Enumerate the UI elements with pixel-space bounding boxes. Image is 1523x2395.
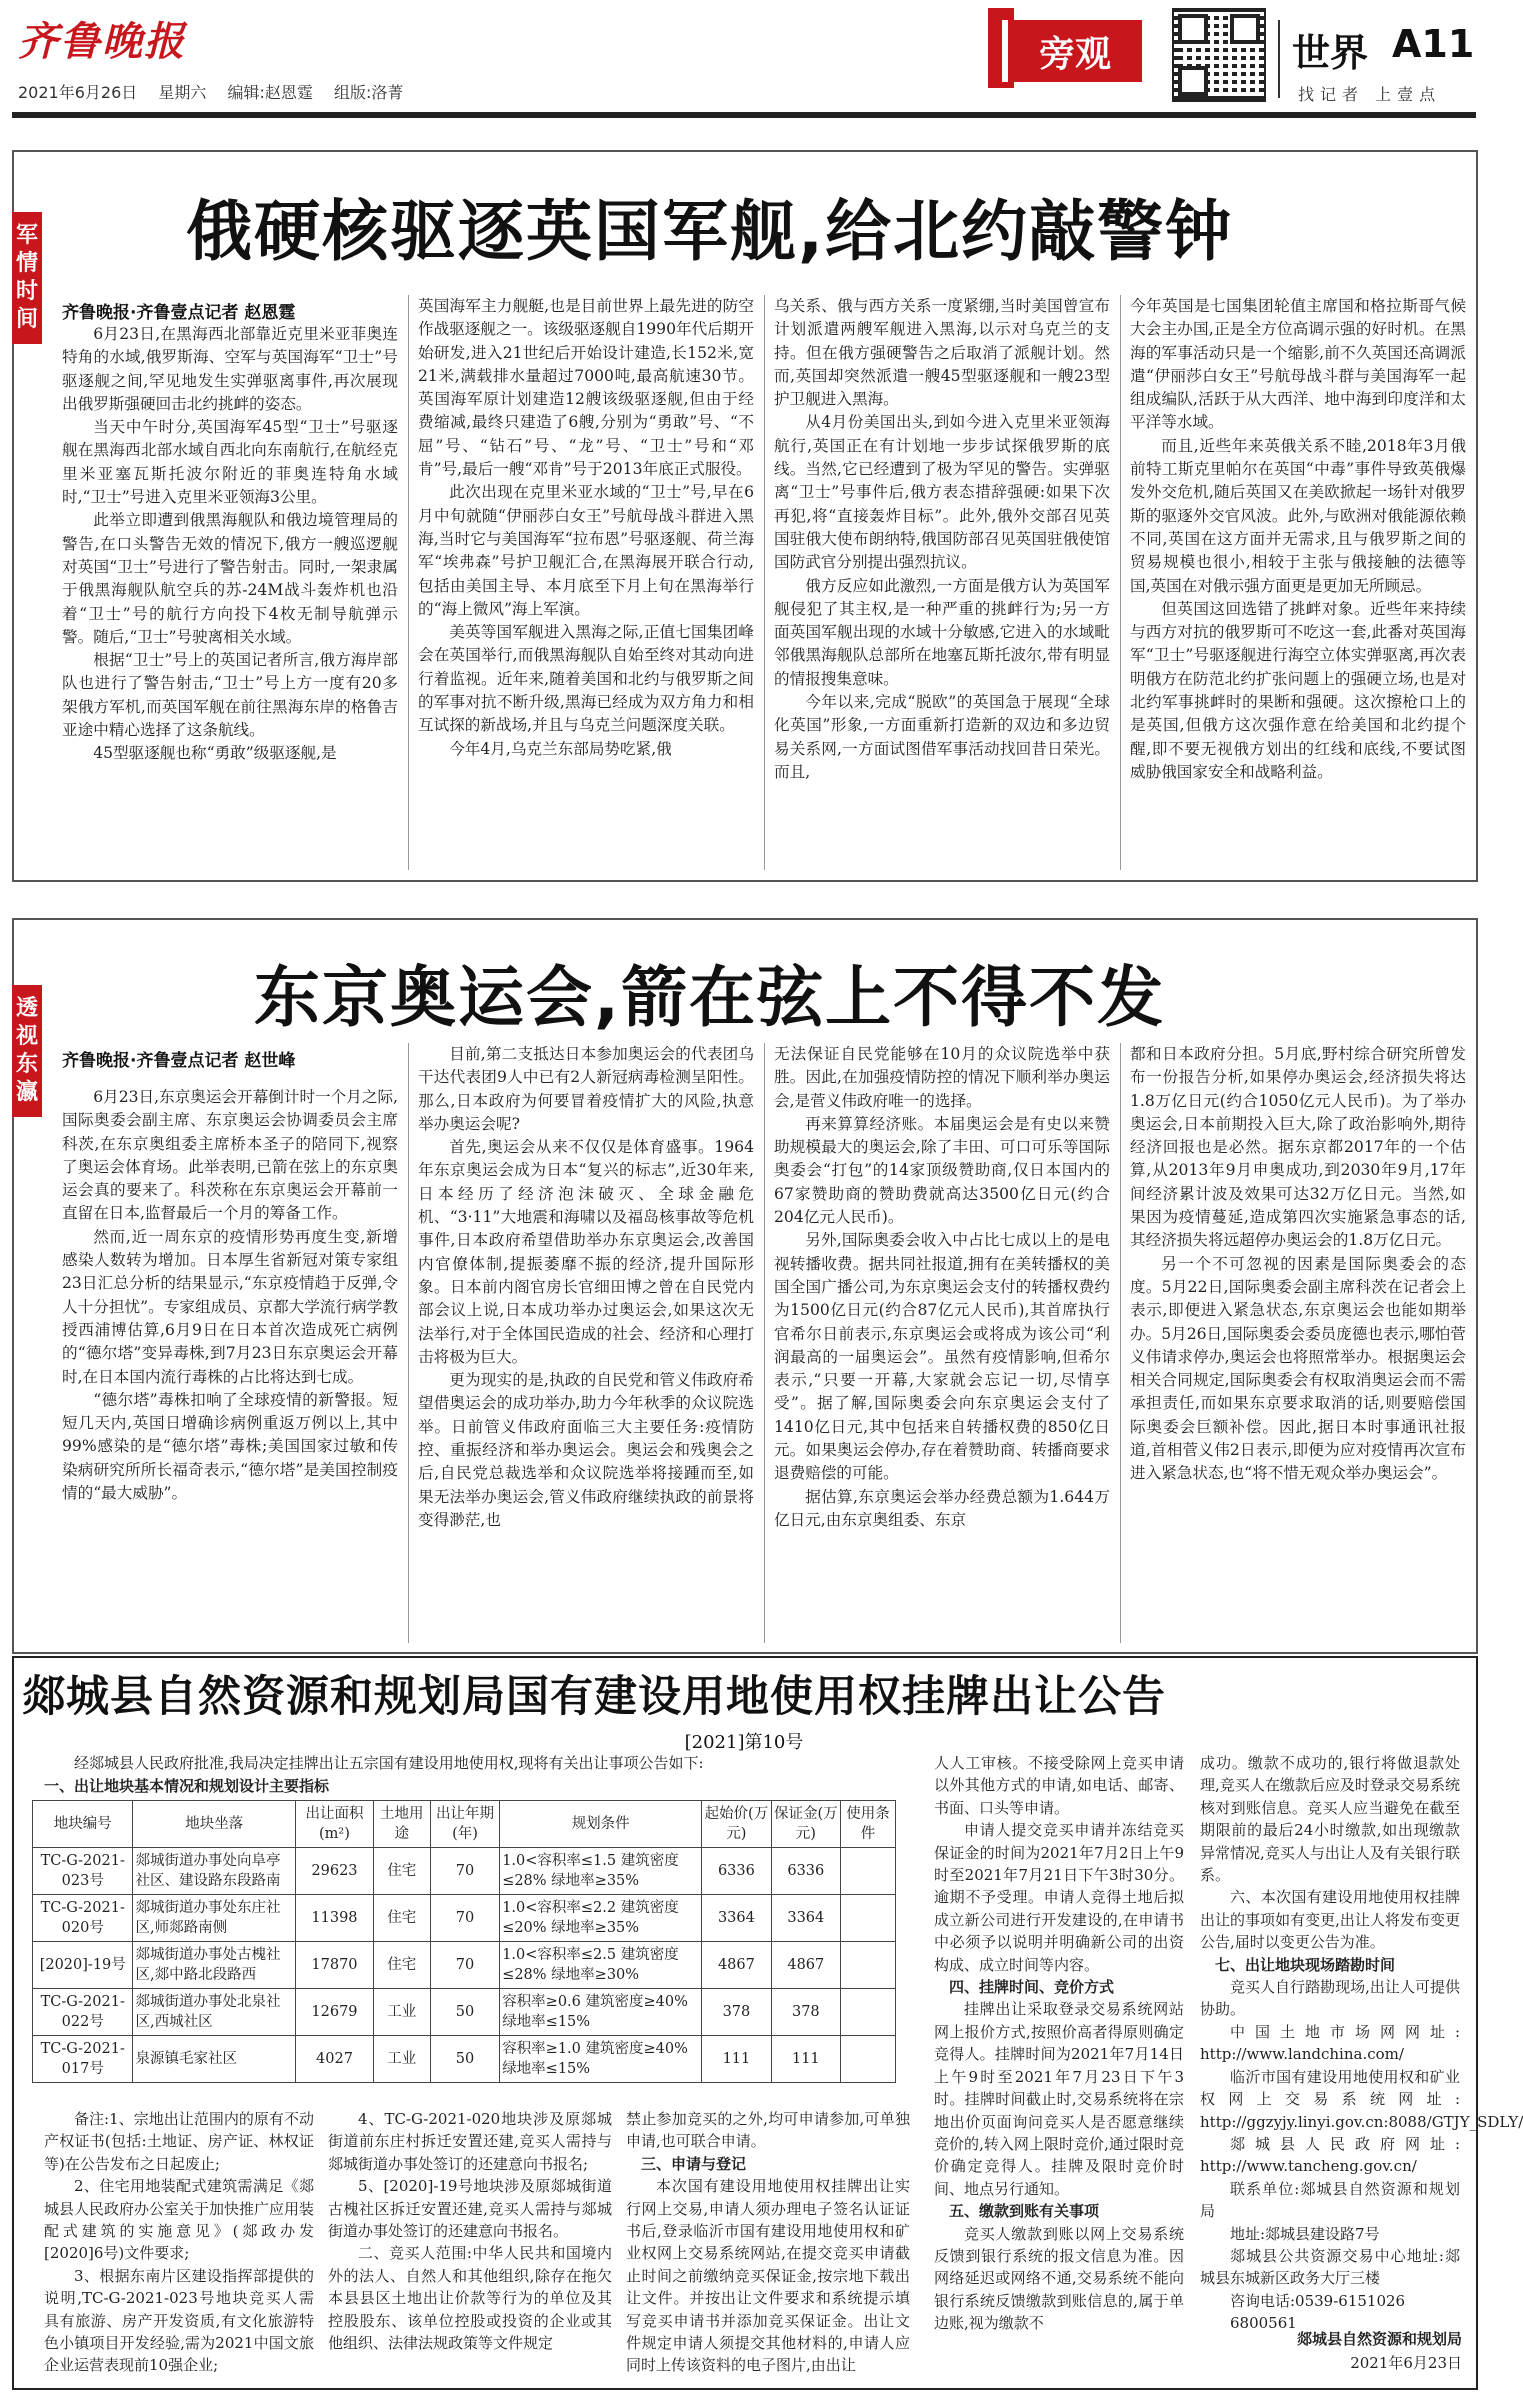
notice-column-5 xyxy=(1200,1752,1523,2333)
table-cell: 容积率≥1.0 建筑密度≥40% 绿地率≤15% xyxy=(500,2036,702,2083)
table-cell: 70 xyxy=(430,1895,499,1942)
table-cell: 郯城街道办事处向阜亭社区、建设路东段路南 xyxy=(133,1848,296,1895)
article-olympics-column-1 xyxy=(62,1086,398,1643)
table-cell xyxy=(841,1989,896,2036)
table-cell: 17870 xyxy=(296,1942,374,1989)
paragraph: 郯城县公共资源交易中心地址:郯城县东城新区政务大厅三楼 xyxy=(1200,2246,1460,2288)
notice-intro: 经郯城县人民政府批准,我局决定挂牌出让五宗国有建设用地使用权,现将有关出让事项公告如下: xyxy=(74,1754,704,1772)
paragraph: 六、本次国有建设用地使用权挂牌出让的事项如有变更,出让人将发布变更公告,届时以变更公告为准。 xyxy=(1200,1888,1460,1952)
table-cell: 郯城街道办事处东庄社区,师郯路南侧 xyxy=(133,1895,296,1942)
table-cell: 3364 xyxy=(771,1895,840,1942)
paragraph: 6月23日,在黑海西北部靠近克里米亚菲奥连特角的水域,俄罗斯海、空军与英国海军“卫士”号驱逐舰之间,罕见地发生实弹驱离事件,再次展现出俄罗斯强硬回击北约挑衅的姿态。 xyxy=(62,325,398,413)
table-cell: TC-G-2021-023号 xyxy=(33,1848,133,1895)
paragraph: 二、竞买人范围:中华人民共和国境内外的法人、自然人和其他组织,除存在拖欠本县县区土地出让价款等行为的单位及其控股股东、该单位控股或投资的企业或其他组织、法律法规政策等文件规定 xyxy=(328,2244,612,2353)
editor-credit: 编辑:赵恩霆 xyxy=(227,83,313,102)
paragraph: 今年4月,乌克兰东部局势吃紧,俄 xyxy=(449,739,672,758)
paragraph: 今年以来,完成“脱欧”的英国急于展现“全球化英国”形象,一方面重新打造新的双边和多边贸易关系网,一方面试图借军事活动找回昔日荣光。而且, xyxy=(774,693,1110,781)
table-header-cell: 保证金(万元) xyxy=(771,1801,840,1848)
article-military-headline: 俄硬核驱逐英国军舰,给北约敲警钟 xyxy=(186,193,1234,270)
table-cell: 郯城街道办事处北泉社区,西城社区 xyxy=(133,1989,296,2036)
paragraph: 6月23日,东京奥运会开幕倒计时一个月之际,国际奥委会副主席、东京奥运会协调委员会主席科茨,在东京奥组委主席桥本圣子的陪同下,视察了奥运会体育场。此举表明,已箭在弦上的东京奥运会真的要来了。科茨称在东京奥运会开幕前一直留在日本,监督最后一个月的筹备工作。 xyxy=(62,1088,398,1223)
paragraph: 6800561 xyxy=(1230,2314,1297,2333)
table-cell: TC-G-2021-017号 xyxy=(33,2036,133,2083)
notice-number: [2021]第10号 xyxy=(684,1732,804,1753)
paragraph: 2、住宅用地装配式建筑需满足《郯城县人民政府办公室关于加快推广应用装配式建筑的实施意见》(郯政办发[2020]6号)文件要求; xyxy=(44,2177,315,2263)
table-row xyxy=(33,1895,896,1942)
article-olympics-byline: 齐鲁晚报·齐鲁壹点记者 赵世峰 xyxy=(62,1051,296,1071)
paragraph: 申请人提交竞买申请并冻结竞买保证金的时间为2021年7月2日上午9时至2021年7月21日下午3时30分。逾期不予受理。申请人竞得土地后拟成立新公司进行开发建设的,在申请书中必须予以说明并明确新公司的出资构成、成立时间等内容。 xyxy=(934,1821,1184,1974)
notice-signature-org: 郯城县自然资源和规划局 xyxy=(1296,2330,1462,2348)
table-cell: 378 xyxy=(771,1989,840,2036)
table-cell xyxy=(841,2036,896,2083)
paragraph: 美英等国军舰进入黑海之际,正值七国集团峰会在英国举行,而俄黑海舰队自始至终对其动向进行着监视。近年来,随着美国和北约与俄罗斯之间的军事对抗不断升级,黑海已经成为双方角力和相互试探的新战场,并且与乌克兰问题深度关联。 xyxy=(418,623,754,735)
layout-credit: 组版:洛菁 xyxy=(333,83,404,102)
table-header-cell: 地块坐落 xyxy=(133,1801,296,1848)
paragraph: 俄方反应如此激烈,一方面是俄方认为英国军舰侵犯了其主权,是一种严重的挑衅行为;另一方面英国军舰出现的水域十分敏感,它进入的水域毗邻俄黑海舰队总部所在地塞瓦斯托波尔,带有明显的情报搜集意味。 xyxy=(774,576,1110,688)
issue-weekday: 星期六 xyxy=(158,83,207,102)
paragraph: 更为现实的是,执政的自民党和管义伟政府希望借奥运会的成功举办,助力今年秋季的众议院选举。日前管义伟政府面临三大主要任务:疫情防控、重振经济和举办奥运会。奥运会和残奥会之后,自民党总裁选举和众议院选举将接踵而至,如果无法举办奥运会,管义伟政府继续执政的前景将变得渺茫,也 xyxy=(418,1371,754,1529)
table-cell: 50 xyxy=(430,1989,499,2036)
paragraph: 无法保证自民党能够在10月的众议院选举中获胜。因此,在加强疫情防控的情况下顺利举办奥运会,是菅义伟政府唯一的选择。 xyxy=(774,1045,1110,1110)
paragraph: 5、[2020]-19号地块涉及原郯城街道古槐社区拆迁安置还建,竞买人需持与郯城街道办事处签订的还建意向书报名。 xyxy=(328,2177,612,2241)
paragraph: 3、根据东南片区建设指挥部提供的说明,TC-G-2021-023号地块竞买人需具有旅游、房产开发资质,有文化旅游特色小镇项目开发经验,需为2021中国文旅企业运营表现前10强企业; xyxy=(44,2266,314,2375)
table-cell xyxy=(841,1895,896,1942)
paragraph: 郯城县人民政府网址: http://www.tancheng.gov.cn/ xyxy=(1200,2134,1460,2176)
article-olympics-column-2 xyxy=(418,1043,754,1643)
table-header-cell: 规划条件 xyxy=(500,1801,702,1848)
paragraph: 七、出让地块现场踏勘时间 xyxy=(1215,1955,1396,1974)
article-olympics-side-tag: 透视东瀛 xyxy=(12,985,42,1117)
paragraph: 联系单位:郯城县自然资源和规划局 xyxy=(1200,2179,1460,2221)
notice-column-3 xyxy=(626,2108,910,2380)
table-cell: 郯城街道办事处古槐社区,郯中路北段路西 xyxy=(133,1942,296,1989)
table-cell: 住宅 xyxy=(373,1848,430,1895)
paragraph: 挂牌出让采取登录交易系统网站网上报价方式,按照价高者得原则确定竞得人。挂牌时间为2021年7月14日上午9时至2021年7月23日下午3时。挂牌时间截止时,交易系统将在宗地出价页面询问竞买人是否愿意继续竞价的,转入网上限时竞价,通过限时竞价确定竞得人。挂牌及限时竞价时间、地点另行通知。 xyxy=(934,2000,1184,2198)
table-cell: [2020]-19号 xyxy=(33,1942,133,1989)
paragraph: 然而,近一周东京的疫情形势再度生变,新增感染人数转为增加。日本厚生省新冠对策专家组23日汇总分析的结果显示,“东京疫情趋于反弹,令人十分担忧”。专家组成员、京都大学流行病学教授西浦博估算,6月9日在日本首次造成死亡病例的“德尔塔”变异毒株,到7月23日东京奥运会开幕时,在日本国内流行毒株的占比将达到七成。 xyxy=(62,1227,398,1386)
paragraph: 成功。缴款不成功的,银行将做退款处理,竞买人在缴款后应及时登录交易系统核对到账信息。竞买人应当避免在截至期限前的最后24小时缴款,如出现缴款异常情况,竞买人与出让人及有关银行联系。 xyxy=(1200,1754,1460,1885)
table-cell: 4027 xyxy=(296,2036,374,2083)
table-cell: 111 xyxy=(702,2036,771,2083)
paragraph: 竞买人缴款到账以网上交易系统反馈到银行系统的报文信息为准。因网络延迟或网络不通,交易系统不能向银行系统反馈缴款到账信息的,属于单边账,视为缴款不 xyxy=(934,2224,1184,2333)
table-cell: 6336 xyxy=(771,1848,840,1895)
article-military-column-4 xyxy=(1130,295,1466,873)
article-military-side-tag: 军情时间 xyxy=(12,212,42,344)
table-cell xyxy=(841,1942,896,1989)
paragraph: 当天中午时分,英国海军45型“卫士”号驱逐舰在黑海西北部水域自西北向东南航行,在航经克里米亚塞瓦斯托波尔附近的菲奥连特角水域时,“卫士”号进入克里米亚领海3公里。 xyxy=(62,418,398,507)
paragraph: 4、TC-G-2021-020地块涉及原郯城街道前东庄村拆迁安置还建,竞买人需持与郯城街道办事处签订的还建意向书报名; xyxy=(328,2110,612,2173)
paragraph: 另一个不可忽视的因素是国际奥委会的态度。5月22日,国际奥委会副主席科茨在记者会上表示,即便进入紧急状态,东京奥运会也能如期举办。5月26日,国际奥委会委员庞德也表示,哪怕菅义伟请求停办,奥运会也将照常举办。根据奥运会相关合同规定,国际奥委会有权取消奥运会而不需承担责任,而如果东京要求取消的话,则要赔偿国际奥委会巨额补偿。因此,据日本时事通讯社报道,首相菅义伟2日表示,即便为应对疫情再次宣布进入紧急状态,也“将不惜无观众举办奥运会”。 xyxy=(1130,1254,1466,1483)
notice-column-4 xyxy=(934,1752,1184,2380)
masthead-rule xyxy=(12,112,1476,118)
table-header-cell: 土地用途 xyxy=(373,1801,430,1848)
paragraph: 目前,第二支抵达日本参加奥运会的代表团乌干达代表团9人中已有2人新冠病毒检测呈阳性。那么,日本政府为何要冒着疫情扩大的风险,执意举办奥运会呢? xyxy=(418,1045,754,1133)
paragraph: 但英国这回选错了挑衅对象。近些年来持续与西方对抗的俄罗斯可不吃这一套,此番对英国海军“卫士”号驱逐舰进行海空立体实弹驱离,再次表明俄方在防范北约扩张问题上的强硬立场,也是对北约军事挑衅时的果断和强硬。这次擦枪口上的是英国,但俄方这次强作意在给美国和北约提个醒,即不要无视俄方划出的红线和底线,不要试图威胁俄国家安全和战略利益。 xyxy=(1130,599,1466,781)
paragraph: 中国土地市场网网址: http://www.landchina.com/ xyxy=(1200,2022,1460,2064)
notice-signature-date: 2021年6月23日 xyxy=(1350,2354,1462,2372)
paragraph: 五、缴款到账有关事项 xyxy=(949,2202,1100,2221)
paragraph: 四、挂牌时间、竞价方式 xyxy=(949,1978,1115,1997)
table-cell: 50 xyxy=(430,2036,499,2083)
table-cell: TC-G-2021-020号 xyxy=(33,1895,133,1942)
paragraph: 此举立即遭到俄黑海舰队和俄边境管理局的警告,在口头警告无效的情况下,俄方一艘巡逻舰对英国“卫士”号进行了警告射击。同时,一架隶属于俄黑海舰队航空兵的苏-24M战斗轰炸机也沿着“卫士”号的航行方向投下4枚无制导航弹示警。随后,“卫士”号驶离相关水域。 xyxy=(62,511,398,646)
article-military-column-2 xyxy=(418,295,754,873)
section-tag-label: 旁观 xyxy=(1002,20,1142,82)
paragraph: 禁止参加竞买的之外,均可申请参加,可单独申请,也可联合申请。 xyxy=(626,2110,910,2151)
table-row xyxy=(33,2036,896,2083)
article-olympics-column-3 xyxy=(774,1043,1110,1643)
table-cell: 1.0<容积率≤1.5 建筑密度≤28% 绿地率≥35% xyxy=(500,1848,702,1895)
table-header-cell: 出让面积(m²) xyxy=(296,1801,374,1848)
table-header-cell: 起始价(万元) xyxy=(702,1801,771,1848)
section-tag xyxy=(988,8,1140,88)
table-cell: 1.0<容积率≤2.2 建筑密度≤20% 绿地率≥35% xyxy=(500,1895,702,1942)
paragraph: 都和日本政府分担。5月底,野村综合研究所曾发布一份报告分析,如果停办奥运会,经济损失将达1.8万亿日元(约合1050亿元人民币)。为了举办奥运会,日本前期投入巨大,除了政治影响外,期待经济回报也是必然。据东京都2017年的一个估算,从2013年9月申奥成功,到2030年9月,17年间经济累计波及效果可达32万亿日元。当然,如果因为疫情蔓延,造成第四次实施紧急事态的话,其经济损失将远超停办奥运会的1.8万亿日元。 xyxy=(1130,1045,1466,1250)
table-row xyxy=(33,1989,896,2036)
paragraph: 英国海军主力舰艇,也是目前世界上最先进的防空作战驱逐舰之一。该级驱逐舰自1990年代后期开始研发,进入21世纪后开始设计建造,长152米,宽21米,满载排水量超过7000吨,最高航速30节。英国海军原计划建造12艘该级驱逐舰,但由于经费缩减,最终只建造了6艘,分别为“勇敢”号、“不屈”号、“钻石”号、“龙”号、“卫士”号和“邓肯”号,最后一艘“邓肯”号于2013年底正式服役。 xyxy=(418,297,754,479)
notice-column-1 xyxy=(44,2108,314,2380)
article-olympics-headline: 东京奥运会,箭在弦上不得不发 xyxy=(254,959,1166,1036)
table-cell: 工业 xyxy=(373,1989,430,2036)
paragraph: 今年英国是七国集团轮值主席国和格拉斯哥气候大会主办国,正是全方位高调示强的好时机。在黑海的军事活动只是一个缩影,前不久英国还高调派遣“伊丽莎白女王”号航母战斗群与美国海军一起组成编队,活跃于从大西洋、地中海到印度洋和太平洋等水域。 xyxy=(1130,297,1466,432)
table-cell: 1.0<容积率≤2.5 建筑密度≤28% 绿地率≥30% xyxy=(500,1942,702,1989)
paragraph: 地址:郯城县建设路7号 xyxy=(1230,2224,1380,2243)
paragraph: 45型驱逐舰也称“勇敢”级驱逐舰,是 xyxy=(93,744,337,763)
table-header-cell: 使用条件 xyxy=(841,1801,896,1848)
table-cell: 4867 xyxy=(771,1942,840,1989)
table-cell: 泉源镇毛家社区 xyxy=(133,2036,296,2083)
article-military-byline: 齐鲁晚报·齐鲁壹点记者 赵恩霆 xyxy=(62,303,296,323)
reporter-label: 找记者 上壹点 xyxy=(1298,85,1442,104)
notice-title: 郯城县自然资源和规划局国有建设用地使用权挂牌出让公告 xyxy=(22,1672,1166,1722)
table-cell: 容积率≥0.6 建筑密度≥40% 绿地率≤15% xyxy=(500,1989,702,2036)
article-military-column-1 xyxy=(62,323,398,873)
notice-column-2 xyxy=(328,2108,612,2380)
paragraph: 临沂市国有建设用地使用权和矿业权网上交易系统网址: http://ggzyjy.linyi.gov.cn:8088/GTJY_SDLY/ xyxy=(1200,2067,1523,2131)
newspaper-logo: 齐鲁晚报 xyxy=(18,18,186,65)
qr-code-icon xyxy=(1172,8,1266,102)
paragraph: 人人工审核。不接受除网上竞买申请以外其他方式的申请,如电话、邮寄、书面、口头等申请。 xyxy=(934,1754,1184,1817)
paragraph: 根据“卫士”号上的英国记者所言,俄方海岸部队也进行了警告射击,“卫士”号上方一度有20多架俄方军机,而英国军舰在前往黑海东岸的格鲁吉亚途中精心选择了这条航线。 xyxy=(62,651,398,740)
page-number: A11 xyxy=(1392,22,1475,66)
paragraph: “德尔塔”毒株扣响了全球疫情的新警报。短短几天内,英国日增确诊病例重返万例以上,其中99%感染的是“德尔塔”毒株;美国国家过敏和传染病研究所所长福奇表示,“德尔塔”是美国控制疫情的“最大威胁”。 xyxy=(62,1390,398,1503)
table-cell: 70 xyxy=(430,1942,499,1989)
table-cell: 70 xyxy=(430,1848,499,1895)
issue-date: 2021年6月26日 xyxy=(18,83,138,102)
paragraph: 此次出现在克里米亚水域的“卫士”号,早在6月中旬就随“伊丽莎白女王”号航母战斗群进入黑海,当时它与美国海军“拉布恩”号驱逐舰、荷兰海军“埃弗森”号护卫舰汇合,在黑海展开联合行动,包括由美国主导、本月底至下月上旬在黑海举行的“海上微风”海上军演。 xyxy=(418,483,754,618)
paragraph: 从4月份美国出头,到如今进入克里米亚领海航行,英国正在有计划地一步步试探俄罗斯的底线。当然,它已经遭到了极为罕见的警告。实弹驱离“卫士”号事件后,俄方表态措辞强硬:如果下次再犯,将“直接轰炸目标”。此外,俄外交部召见英国驻俄大使布朗纳特,俄国防部召见英国驻俄使馆国防武官分别提出强烈抗议。 xyxy=(774,413,1110,572)
paragraph: 三、申请与登记 xyxy=(641,2154,747,2173)
table-cell: 12679 xyxy=(296,1989,374,2036)
table-header-cell: 地块编号 xyxy=(33,1801,133,1848)
notice-table-caption: 一、出让地块基本情况和规划设计主要指标 xyxy=(44,1777,330,1795)
article-military-column-3 xyxy=(774,295,1110,873)
table-cell: 住宅 xyxy=(373,1942,430,1989)
masthead xyxy=(0,0,1488,120)
table-cell: TC-G-2021-022号 xyxy=(33,1989,133,2036)
table-cell: 住宅 xyxy=(373,1895,430,1942)
table-row xyxy=(33,1942,896,1989)
table-header-cell: 出让年期(年) xyxy=(430,1801,499,1848)
page-section: 世界 xyxy=(1292,31,1369,75)
paragraph: 咨询电话:0539-6151026 xyxy=(1230,2291,1406,2310)
paragraph: 竞买人自行踏勘现场,出让人可提供协助。 xyxy=(1200,1978,1460,2019)
table-cell: 29623 xyxy=(296,1848,374,1895)
dateline xyxy=(18,80,419,103)
paragraph: 而且,近些年来英俄关系不睦,2018年3月俄前特工斯克里帕尔在英国“中毒”事件导致英俄爆发外交危机,随后英国又在美欧掀起一场针对俄罗斯的驱逐外交官风波。此外,与欧洲对俄能源依赖不同,英国在这方面并无需求,且与俄罗斯之间的贸易规模也很小,相较于主张与俄接触的法德等国,英国在对俄示强方面更是更加无所顾忌。 xyxy=(1130,436,1466,595)
table-row xyxy=(33,1848,896,1895)
article-olympics-column-4 xyxy=(1130,1043,1466,1643)
table-cell: 111 xyxy=(771,2036,840,2083)
table-cell xyxy=(841,1848,896,1895)
table-cell: 4867 xyxy=(702,1942,771,1989)
paragraph: 首先,奥运会从来不仅仅是体育盛事。1964年东京奥运会成为日本“复兴的标志”,近30年来,日本经历了经济泡沫破灭、全球金融危机、“3·11”大地震和海啸以及福岛核事故等危机事件,日本政府希望借助举办东京奥运会,改善国内官僚体制,提振萎靡不振的经济,提升国际形象。日本前内阁官房长官细田博之曾在自民党内部会议上说,日本成功举办过奥运会,如果这次无法举行,对于全体国民造成的社会、经济和心理打击将极为巨大。 xyxy=(418,1138,754,1366)
paragraph: 另外,国际奥委会收入中占比七成以上的是电视转播收费。据共同社报道,拥有在美转播权的美国全国广播公司,为东京奥运会支付的转播权费约为1500亿日元(约合87亿元人民币),其首席执行官希尔日前表示,东京奥运会或将成为该公司“利润最高的一届奥运会”。虽然有疫情影响,但希尔表示,“只要一开幕,大家就会忘记一切,尽情享受”。据了解,国际奥委会向东京奥运会支付了1410亿日元,其中包括来自转播权费的850亿日元。如果奥运会停办,存在着赞助商、转播商要求退费赔偿的可能。 xyxy=(774,1231,1110,1483)
paragraph: 再来算算经济账。本届奥运会是有史以来赞助规模最大的奥运会,除了丰田、可口可乐等国际奥委会“打包”的14家顶级赞助商,仅日本国内的67家赞助商的赞助费就高达3500亿日元(约合204亿元人民币)。 xyxy=(774,1114,1110,1227)
table-cell: 11398 xyxy=(296,1895,374,1942)
paragraph: 据估算,东京奥运会举办经费总额为1.644万亿日元,由东京奥组委、东京 xyxy=(774,1487,1110,1529)
table-cell: 工业 xyxy=(373,2036,430,2083)
paragraph: 备注:1、宗地出让范围内的原有不动产权证书(包括:土地证、房产证、林权证等)在公告发布之日起废止; xyxy=(44,2110,314,2173)
table-cell: 3364 xyxy=(702,1895,771,1942)
table-cell: 378 xyxy=(702,1989,771,2036)
paragraph: 乌关系、俄与西方关系一度紧绷,当时美国曾宣布计划派遣两艘军舰进入黑海,以示对乌克兰的支持。但在俄方强硬警告之后取消了派舰计划。然而,英国却突然派遣一艘45型驱逐舰和一艘23型护卫舰进入黑海。 xyxy=(774,297,1110,409)
table-cell: 6336 xyxy=(702,1848,771,1895)
land-parcel-table xyxy=(32,1800,896,2083)
paragraph: 本次国有建设用地使用权挂牌出让实行网上交易,申请人须办理电子签名认证证书后,登录临沂市国有建设用地使用权和矿业权网上交易系统网站,在提交竞买申请截止时间之前缴纳竞买保证金,按宗地下载出让文件。并按出让文件要求和系统提示填写竞买申请书并添加竞买保证金。出让文件规定申请人须提交其他材料的,申请人应同时上传该资料的电子图片,由出让 xyxy=(626,2177,910,2375)
